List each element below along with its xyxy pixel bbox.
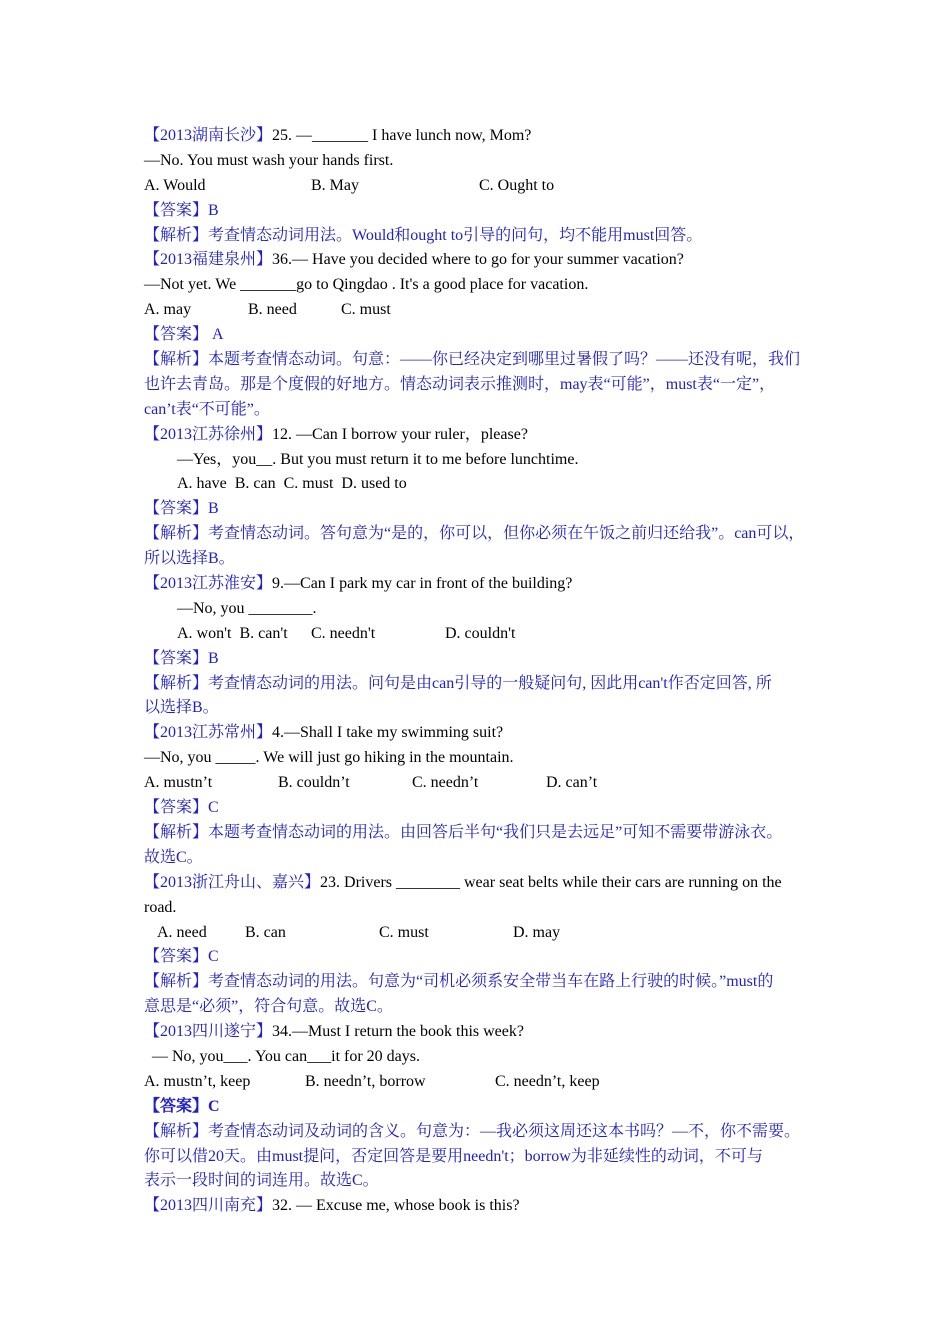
option: A. won't B. can't [177, 624, 288, 642]
analysis-line: 【解析】考查情态动词用法。Would和ought to引导的问句，均不能用must回答。 [144, 226, 703, 244]
option: D. may [513, 923, 561, 941]
answer-line: 【答案】B [144, 201, 219, 219]
option: D. couldn't [445, 624, 516, 642]
option: C. Ought to [479, 176, 555, 194]
question-stem: 9.—Can I park my car in front of the building? [272, 575, 573, 593]
analysis-line: 故选C。 [144, 848, 203, 866]
question-source-tag: 【2013四川遂宁】 [144, 1023, 273, 1041]
option: A. mustn’t [144, 774, 213, 792]
question-source-tag: 【2013江苏常州】 [144, 724, 273, 742]
question-source-tag: 【2013福建泉州】 [144, 251, 273, 269]
analysis-line: 意思是“必须”，符合句意。故选C。 [144, 998, 393, 1016]
analysis-line: 【解析】考查情态动词的用法。问句是由can引导的一般疑问句, 因此用can't作否定回答, 所 [144, 674, 772, 692]
question-header [144, 721, 820, 746]
answer-line: 【答案】B [144, 649, 219, 667]
option: B. needn’t, borrow [305, 1072, 426, 1090]
question-stem: 4.—Shall I take my swimming suit? [272, 724, 504, 742]
analysis-line: 以选择B。 [144, 699, 219, 717]
option: B. need [248, 301, 297, 319]
analysis-line: can’t表“不可能”。 [144, 400, 270, 418]
question-source-tag: 【2013江苏徐州】 [144, 425, 273, 443]
question-line: —Not yet. We _______go to Qingdao . It's a good place for vacation. [144, 276, 589, 294]
option: C. must [379, 923, 429, 941]
analysis-line: 【解析】考查情态动词。答句意为“是的，你可以，但你必须在午饭之前归还给我”。can可以， [144, 525, 805, 543]
question-line: —No. You must wash your hands first. [144, 151, 394, 169]
question-source-tag: 【2013湖南长沙】 [144, 127, 273, 144]
option: A. need [157, 923, 207, 941]
option: B. couldn’t [278, 774, 350, 792]
question-header [144, 124, 820, 149]
question-line: —No, you _____. We will just go hiking in the mountain. [144, 749, 514, 767]
question-line: —No, you ________. [177, 599, 317, 617]
question-stem: 36.— Have you decided where to go for your summer vacation? [272, 251, 684, 269]
option: C. needn’t, keep [495, 1072, 600, 1090]
question-line: — No, you___. You can___it for 20 days. [152, 1047, 420, 1065]
analysis-line: 【解析】本题考查情态动词的用法。由回答后半句“我们只是去远足”可知不需要带游泳衣。 [144, 823, 783, 841]
options-line: A. have B. can C. must D. used to [177, 475, 407, 493]
question-header [144, 423, 820, 448]
option: A. may [144, 301, 192, 319]
options-line [144, 921, 820, 946]
question-line: road. [144, 898, 177, 916]
question-stem: 23. Drivers ________ wear seat belts while their cars are running on the [320, 873, 782, 891]
option: A. Would [144, 176, 206, 194]
question-source-tag: 【2013江苏淮安】 [144, 575, 273, 593]
answer-line: 【答案】C [144, 1097, 220, 1115]
answer-line: 【答案】C [144, 948, 219, 966]
question-line: —Yes，you__. But you must return it to me before lunchtime. [177, 450, 579, 468]
option: A. mustn’t, keep [144, 1072, 251, 1090]
analysis-line: 表示一段时间的词连用。故选C。 [144, 1172, 379, 1190]
options-line [144, 1070, 820, 1095]
answer-line: 【答案】 A [144, 326, 224, 344]
question-stem: 32. — Excuse me, whose book is this? [272, 1197, 520, 1215]
question-header [144, 871, 820, 896]
question-stem: 12. —Can I borrow your ruler，please? [272, 425, 528, 443]
question-header [144, 572, 820, 597]
analysis-line: 你可以借20天。由must提问，否定回答是要用needn't；borrow为非延续性的动词，不可与 [144, 1147, 763, 1165]
answer-line: 【答案】C [144, 799, 219, 817]
analysis-line: 【解析】考查情态动词及动词的含义。句意为：—我必须这周还这本书吗？—不，你不需要。 [144, 1122, 801, 1140]
options-line [144, 298, 820, 323]
document-page [144, 124, 820, 1219]
option: B. May [311, 176, 359, 194]
question-stem: 34.—Must I return the book this week? [272, 1023, 524, 1041]
answer-line: 【答案】B [144, 500, 219, 518]
options-line [144, 622, 820, 647]
options-line [144, 174, 820, 199]
option: B. can [245, 923, 286, 941]
option: C. must [341, 301, 391, 319]
analysis-line: 【解析】本题考查情态动词。句意：——你已经决定到哪里过暑假了吗？——还没有呢，我们 [144, 351, 801, 369]
option: C. needn’t [412, 774, 479, 792]
analysis-line: 也许去青岛。那是个度假的好地方。情态动词表示推测时，may表“可能”，must表“一定”， [144, 375, 776, 393]
question-header [144, 248, 820, 273]
analysis-line: 【解析】考查情态动词的用法。句意为“司机必须系安全带当车在路上行驶的时候。”must的 [144, 973, 774, 991]
option: C. needn't [311, 624, 376, 642]
question-source-tag: 【2013浙江舟山、嘉兴】 [144, 873, 321, 891]
question-stem: 25. —_______ I have lunch now, Mom? [272, 127, 532, 144]
option: D. can’t [546, 774, 598, 792]
question-header [144, 1194, 820, 1219]
question-source-tag: 【2013四川南充】 [144, 1197, 273, 1215]
options-line [144, 771, 820, 796]
question-header [144, 1020, 820, 1045]
analysis-line: 所以选择B。 [144, 550, 235, 568]
